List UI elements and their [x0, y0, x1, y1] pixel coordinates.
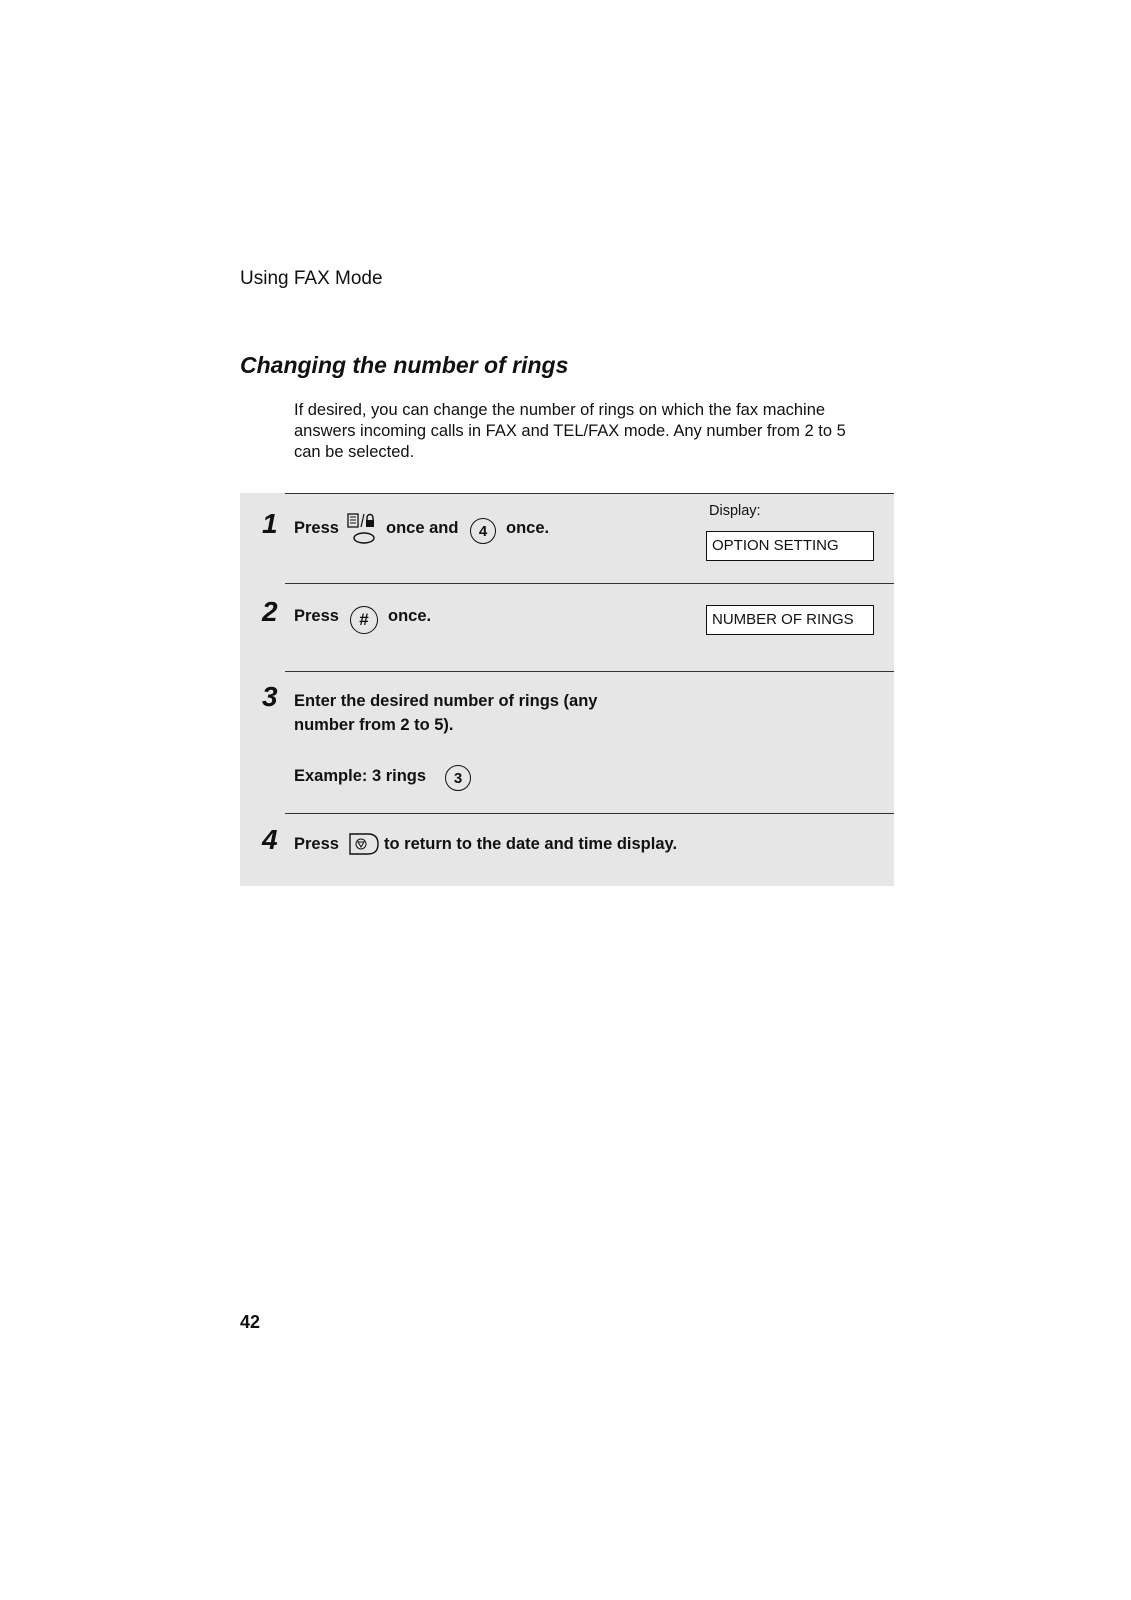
- step-text: number from 2 to 5).: [294, 716, 454, 734]
- intro-line: answers incoming calls in FAX and TEL/FAX mode. Any number from 2 to 5: [294, 422, 846, 440]
- function-lock-key-icon: [346, 511, 382, 547]
- step-text: once.: [506, 519, 550, 537]
- intro-paragraph: [294, 400, 884, 463]
- step-number: 4: [262, 824, 278, 855]
- step-text: once and: [386, 519, 459, 537]
- step-divider: [285, 813, 894, 814]
- step-number: 2: [262, 596, 278, 627]
- page-number: 42: [240, 1312, 261, 1332]
- stop-key-icon: [348, 832, 380, 856]
- intro-line: If desired, you can change the number of rings on which the fax machine: [294, 401, 826, 419]
- step-text: to return to the date and time display.: [384, 835, 678, 853]
- hash-key-icon: #: [350, 606, 378, 634]
- step-number: 1: [262, 508, 278, 539]
- section-header: Using FAX Mode: [240, 268, 383, 289]
- step-divider: [285, 671, 894, 672]
- display-label: Display:: [709, 503, 761, 519]
- step-press-label: Press: [294, 519, 339, 537]
- step-example: Example: 3 rings: [294, 767, 427, 785]
- page-title: Changing the number of rings: [240, 352, 569, 378]
- key-4-icon: 4: [470, 518, 496, 544]
- step-number: 3: [262, 681, 278, 712]
- step-text: Enter the desired number of rings (any: [294, 692, 598, 710]
- step-divider: [285, 583, 894, 584]
- key-3-icon: 3: [445, 765, 471, 791]
- lcd-display: NUMBER OF RINGS: [706, 605, 874, 635]
- step-press-label: Press: [294, 607, 339, 625]
- step-divider: [285, 493, 894, 494]
- lcd-display: OPTION SETTING: [706, 531, 874, 561]
- step-press-label: Press: [294, 835, 339, 853]
- step-text: once.: [388, 607, 432, 625]
- intro-line: can be selected.: [294, 443, 415, 461]
